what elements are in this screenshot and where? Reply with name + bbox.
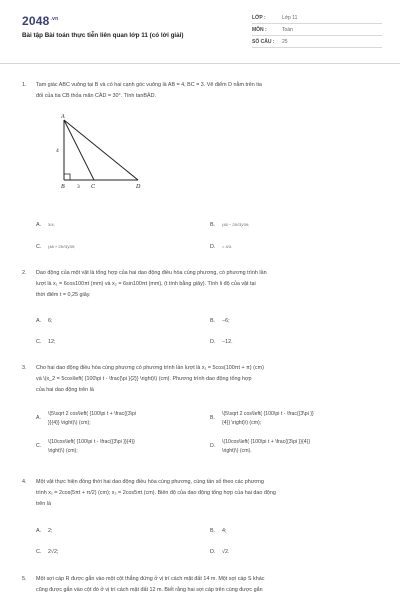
q4-option-b[interactable]: B. 4;: [210, 528, 227, 534]
q1-option-c[interactable]: C. (48 + 25√3)/39;: [36, 244, 76, 250]
question-3: 3. Cho hai dao động điều hòa cùng phương có phương trình lần lượt là x₁ = 5cos(100πt + π) (cm) và \(x_2 = 5cos\left( {100\pi t - \frac{\pi }{2}} \right)\) (cm). Phương trình dao động tổng hợp của hai dao động trên là: [22, 363, 382, 396]
q4-option-a[interactable]: A. 2;: [36, 528, 53, 534]
question-3-text: Cho hai dao động điều hòa cùng phương có phương trình lần lượt là x₁ = 5cos(100πt + π) (cm) và \(x_2 = 5cos\left( {100\pi t - \frac{\pi }{2}} \right)\) (cm). Phương trình dao động tổng hợp của hai dao động trên là: [36, 365, 264, 393]
question-2-text: Dao động của một vật là tổng hợp của hai dao động điều hòa cùng phương, có phương trình lần lượt là x₁ = 6cos100πt (mm) và x₂ = 6sin100πt (mm), (t tính bằng giây). Tính li độ của vật tại thời điểm t = 0,25 giây.: [36, 270, 267, 298]
q3-option-a[interactable]: A. \(5\sqrt 2 cos\left( {100\pi t + \frac{{3\pi }}{4}} \right)\) (cm);: [36, 411, 137, 426]
question-5-text: Một sợi cáp R được gắn vào một cột thẳng đứng ở vị trí cách mặt đất 14 m. Một sợi cáp S khác cũng được gắn vào cột đó ở vị trí cách mặt đất 12 m. Biết rằng hai sợi cáp trên cùng được gắn: [36, 576, 265, 593]
meta-row-subject: MÔN : Toán: [252, 24, 382, 36]
q1-option-a[interactable]: A. 3/4;: [36, 222, 55, 228]
q4-option-d[interactable]: D. √2.: [210, 549, 230, 555]
side-bc-label: 3: [77, 184, 80, 190]
meta-row-count: SỐ CÂU : 25: [252, 36, 382, 48]
question-1: 1. Tam giác ABC vuông tại B và có hai cạnh góc vuông là AB = 4, BC = 3. Vẽ điểm D nằm trên tia đối của tia CB thỏa mãn CÂD = 30°. Tính tanBÂD.: [22, 80, 382, 102]
document-meta: [252, 12, 382, 48]
vertex-b-label: B: [61, 184, 65, 190]
document-title: Bài tập Bài toán thực tiễn liên quan lớp 11 (có lời giải): [22, 32, 184, 39]
site-logo[interactable]: $2048^{.vn}$: [22, 14, 59, 28]
header-divider: [0, 63, 400, 64]
q3-option-b[interactable]: B. \(5\sqrt 2 cos\left( {100\pi t - \frac{{3\pi }} {4}} \right)\) (cm);: [210, 411, 314, 426]
vertex-d-label: D: [136, 184, 141, 190]
q1-option-d[interactable]: D. = 4/3.: [210, 244, 233, 250]
vertex-c-label: C: [91, 184, 96, 190]
q2-option-a[interactable]: A. 6;: [36, 318, 53, 324]
q2-option-d[interactable]: D. −12.: [210, 339, 233, 345]
q3-option-d[interactable]: D. \(10cos\left( {100\pi t + \frac{{3\pi }}{4}} \right)\) (cm).: [210, 439, 311, 454]
question-2: 2. Dao động của một vật là tổng hợp của hai dao động điều hòa cùng phương, có phương trình lần lượt là x₁ = 6cos100πt (mm) và x₂ = 6sin100πt (mm), (t tính bằng giây). Tính li độ của vật tại thời điểm t = 0,25 giây.: [22, 268, 382, 301]
q2-option-c[interactable]: C. 12;: [36, 339, 56, 345]
side-ab-label: 4: [56, 148, 59, 154]
question-4-text: Một vật thực hiện đồng thời hai dao động điều hòa cùng phương, cùng tần số theo các phương trình x₁ = 2cos(5πt + π/2) (cm); x₂ = 2cos5πt (cm). Biên độ của dao động tổng hợp của hai dao động trên là: [36, 479, 276, 507]
question-1-text: Tam giác ABC vuông tại B và có hai cạnh góc vuông là AB = 4, BC = 3. Vẽ điểm D nằm trên tia đối của tia CB thỏa mãn CÂD = 30°. Tính tanBÂD.: [36, 82, 262, 99]
question-5: 5. Một sợi cáp R được gắn vào một cột thẳng đứng ở vị trí cách mặt đất 14 m. Một sợi cáp S khác cũng được gắn vào cột đó ở vị trí cách mặt đất 12 m. Biết rằng hai sợi cáp trên cùng được gắn: [22, 574, 382, 596]
meta-row-grade: LỚP : Lớp 11: [252, 12, 382, 24]
q4-option-c[interactable]: C. 2√2;: [36, 549, 59, 555]
vertex-a-label: A: [61, 114, 65, 120]
triangle-figure: [52, 112, 152, 192]
q2-option-b[interactable]: B. −6;: [210, 318, 230, 324]
q3-option-c[interactable]: C. \(10cos\left( {100\pi t - \frac{{3\pi }}{4}} \right)\) (cm);: [36, 439, 135, 454]
q1-option-b[interactable]: B. (48 − 25√3)/39;: [210, 222, 250, 228]
question-4: 4. Một vật thực hiện đồng thời hai dao động điều hòa cùng phương, cùng tần số theo các phương trình x₁ = 2cos(5πt + π/2) (cm); x₂ = 2cos5πt (cm). Biên độ của dao động tổng hợp của hai dao động trên là: [22, 477, 382, 510]
